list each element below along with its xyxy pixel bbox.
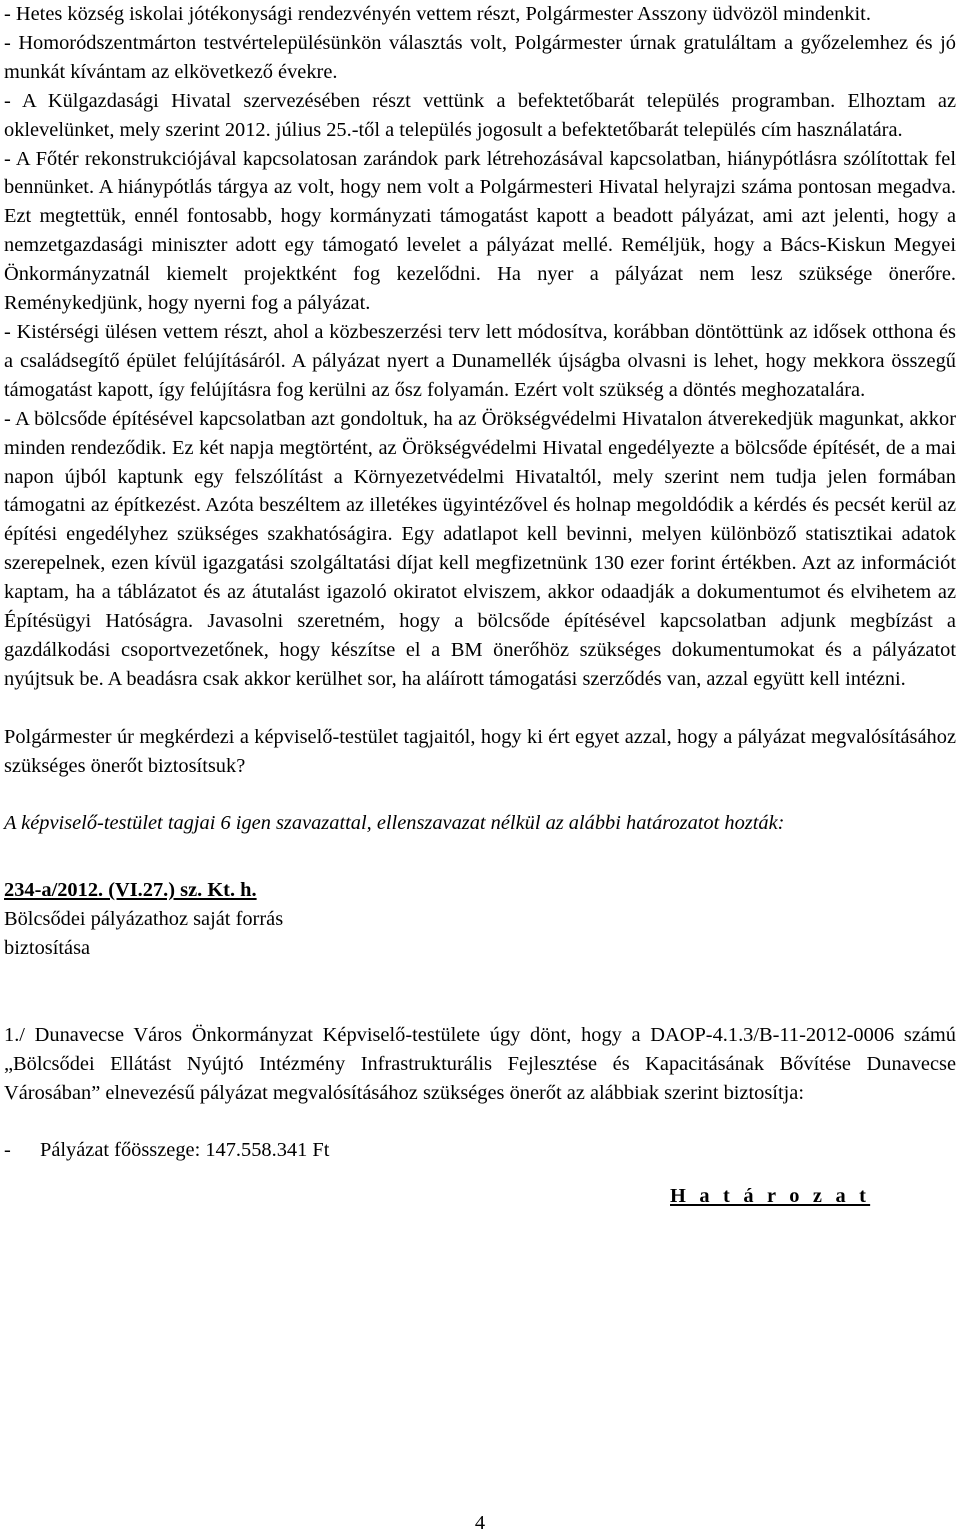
paragraph-bolcsode: - A bölcsőde építésével kapcsolatban azt gondoltuk, ha az Örökségvédelmi Hivatalon átverekedjük magunkat, akkor minden rendeződik. Ez két napja megtörtént, az Örökségvédelmi Hivatal engedélyezte a bölcsőde építését, de a mai napon újból kaptunk egy felszólítást a Környezetvédelmi Hivataltól, mely szerint nem tudja jelen formában támogatni az építkezést. Azóta beszéltem az illetékes ügyintézővel és holnap megoldódik a kérdés és pecsét kerül az építési engedélyhez szükséges szakhatóságira. Egy adatlapot kell bevinni, melyen különböző statisztikai adatok szerepelnek, ezen kívül igazgatási szolgáltatási díjat kell megfizetnünk 130 ezer forint értékben. Azt az információt kaptam, ha a táblázatot és az átutalást igazoló okiratot elviszem, akkor odaadják a dokumentumot és elvihetem az Építésügyi Hatóságra. Javasolni szeretném, hogy a bölcsőde építésével kapcsolatban adjunk megbízást a gazdálkodási csoportvezetőnek, hogy készítse el a BM önerőhöz szükséges dokumentumokat és a pályázatot nyújtsuk be. A beadásra csak akkor kerülhet sor, ha aláírott támogatási szerződés van, azzal együtt kell intézni. (4, 407, 956, 690)
spacer (4, 780, 956, 809)
list-item: - Pályázat főösszege: 147.558.341 Ft (4, 1136, 956, 1165)
spacer (4, 992, 956, 1021)
spacer (4, 963, 956, 992)
vote-statement: A képviselő-testület tagjai 6 igen szavazattal, ellenszavazat nélkül az alábbi határozatot hozták: (4, 812, 785, 835)
paragraph-homorodszentmarton: - Homoródszentmárton testvértelepülésünkön választás volt, Polgármester úrnak gratuláltam a győzelemhez és jó munkát kívántam az elkövetkező évekre. (4, 31, 956, 83)
total-amount: Pályázat főösszege: 147.558.341 Ft (40, 1139, 330, 1162)
resolution-number: 234-a/2012. (VI.27.) sz. Kt. h. (4, 879, 257, 902)
resolution-heading: H a t á r o z a t (670, 1185, 871, 1207)
mayor-question: Polgármester úr megkérdezi a képviselő-testület tagjaitól, hogy ki ért egyet azzal, hogy a pályázat megvalósításához szükséges önerőt biztosítsuk? (4, 725, 956, 777)
paragraph-foter: - A Főtér rekonstrukciójával kapcsolatosan zarándok park létrehozásával kapcsolatban, hiánypótlásra szólítottak fel bennünket. A hiánypótlás tárgya az volt, hogy nem volt a Polgármesteri Hivatal helyrajzi száma pontosan megadva. Ezt megtettük, ennél fontosabb, hogy kormányzati támogatást kapott a beadott pályázat, ami azt jelenti, hogy a nemzetgazdasági miniszter adott egy támogató levelet a pályázat mellé. Reméljük, hogy a Bács-Kiskun Megyei Önkormányzatnál kiemelt projektként fog kezelődni. Ha nyer a pályázat nem lesz szüksége önerőre. Reménykedjünk, hogy nyerni fog a pályázat. (4, 147, 956, 315)
page-number: 4 (474, 1512, 486, 1534)
paragraph-kistersegi: - Kistérségi ülésen vettem részt, ahol a közbeszerzési terv lett módosítva, korábban döntöttünk az idősek otthona és a családsegítő épület felújításáról. A pályázat nyert a Dunamellék újságba olvasni is lehet, hogy mekkora összegű támogatást kapott, így felújításra fog kerülni az ősz folyamán. Ezért volt szükség a döntés meghozatalára. (4, 320, 956, 401)
resolution-decision: 1./ Dunavecse Város Önkormányzat Képviselő-testülete úgy dönt, hogy a DAOP-4.1.3/B-11-2012-0006 számú „Bölcsődei Ellátást Nyújtó Intézmény Infrastrukturális Fejlesztése és Kapacitásának Bővítése Dunavecse Városában” elnevezésű pályázat megvalósításához szükséges önerőt az alábbiak szerint biztosítja: (4, 1023, 956, 1104)
paragraph-kulgazdasagi: - A Külgazdasági Hivatal szervezésében részt vettünk a befektetőbarát település programban. Elhoztam az oklevelünket, mely szerint 2012. július 25.-től a település jogosult a befektetőbarát település cím használatára. (4, 89, 956, 141)
resolution-subject: Bölcsődei pályázathoz saját forrás biztosítása (4, 908, 284, 960)
paragraph-hetes: - Hetes község iskolai jótékonysági rendezvényén vettem részt, Polgármester Asszony üdvözöl mindenkit. (4, 3, 871, 25)
spacer (4, 838, 956, 876)
spacer (4, 1107, 956, 1136)
document-page (4, 0, 956, 1165)
spacer (4, 694, 956, 723)
